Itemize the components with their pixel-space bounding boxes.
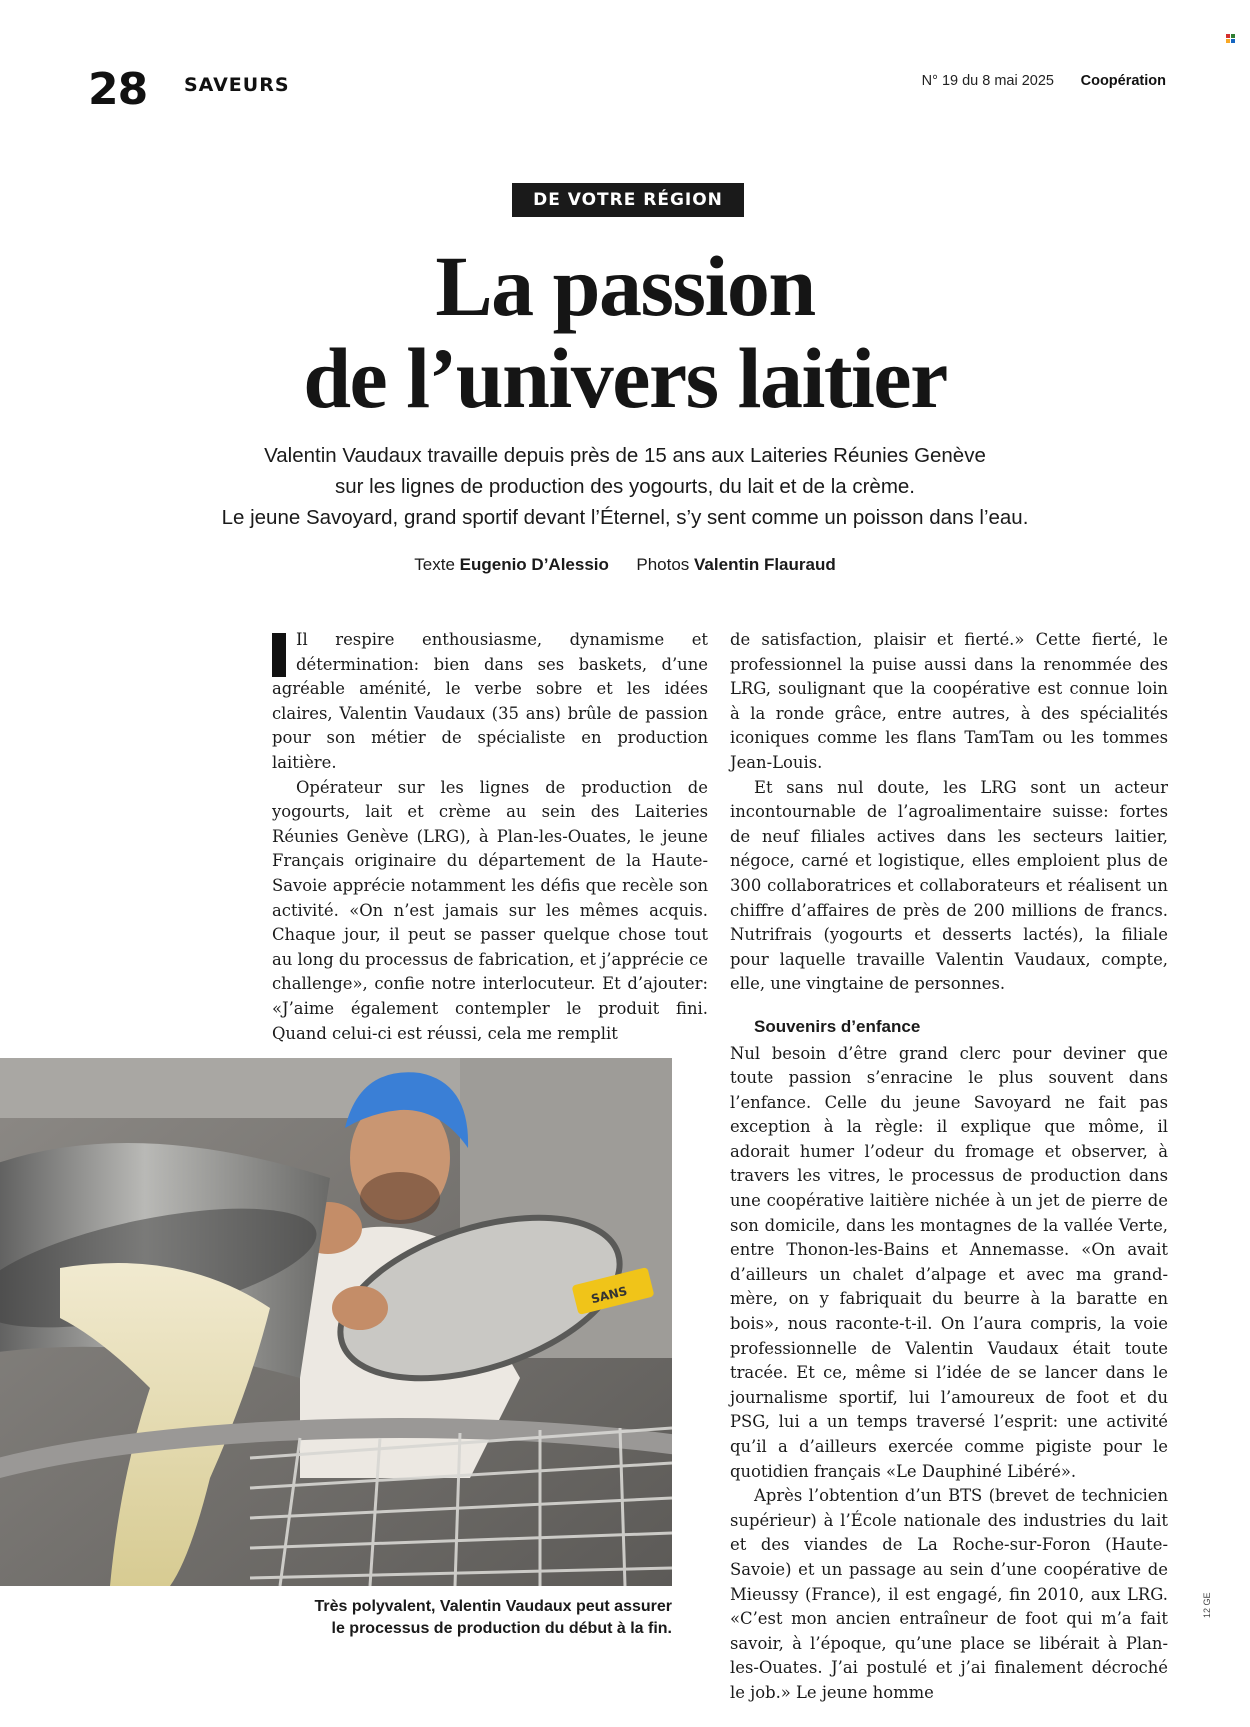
text-credit-label: Texte bbox=[414, 555, 455, 574]
caption-line-2: le processus de production du début à la fin. bbox=[331, 1620, 672, 1637]
article-paragraph: Et sans nul doute, les LRG sont un acteur incontournable de l’agroalimentaire suisse: fortes de neuf filiales actives dans les secteurs laitier, négoce, carné et logistique, elles emploient plus de 300 collaboratrices et collaborateurs et réalisent un chiffre d’affaires de près de 200 millions de francs. Nutrifrais (yogourts et desserts lactés), la filiale pour laquelle travaille Valentin Vaudaux, compte, elle, une vingtaine de personnes. bbox=[730, 777, 1168, 994]
text-credit-author: Eugenio D’Alessio bbox=[459, 555, 609, 574]
article-lead bbox=[160, 440, 1090, 533]
kicker-label: DE VOTRE RÉGION bbox=[512, 183, 744, 217]
drop-cap-bar bbox=[272, 633, 286, 677]
issue-info: N° 19 du 8 mai 2025 bbox=[921, 73, 1054, 89]
photo-caption bbox=[80, 1596, 672, 1640]
article-title bbox=[150, 240, 1100, 424]
article-paragraph: Nul besoin d’être grand clerc pour deviner que toute passion s’enracine le plus souvent dans l’enfance. Celle du jeune Savoyard ne fait pas exception à la règle: il explique que môme, il adorait humer l’odeur du fromage et observer, à travers les vitres, le processus de production dans une coopérative laitière nichée à un jet de pierre de son domicile, dans les montagnes de la vallée Verte, entre Thonon-les-Bains et Annemasse. «On avait d’ailleurs un chalet d’alpage et avec ma grand-mère, on y fabriquait du beurre à la baratte en bois», nous raconte-t-il. On l’aura compris, la voie professionnelle de Valentin Vaudaux était toute tracée. Et ce, même si l’idée de se lancer dans le journalisme sportif, lui l’amoureux de foot et du PSG, lui a un temps traversé l’esprit: une activité qu’il a d’ailleurs exercée comme pigiste pour le quotidien français «Le Dauphiné Libéré». bbox=[730, 1043, 1168, 1481]
article-paragraph: de satisfaction, plaisir et fierté.» Cette fierté, le professionnel la puise aussi dans la renommée des LRG, soulignant que la coopérative est connue loin à la ronde grâce, entre autres, à des spécialités iconiques comme les flans TamTam ou les tommes Jean-Louis. bbox=[730, 630, 1168, 772]
title-line-2: de l’univers laitier bbox=[303, 330, 947, 426]
article-paragraph: Après l’obtention d’un BTS (brevet de technicien supérieur) à l’École nationale des industries du lait et des viandes de La Roche-sur-Foron (Haute-Savoie) et un passage au sein d’une coopérative de Mieussy (France), il est engagé, fin 2010, aux LRG. «C’est mon ancien entraîneur de foot qui m’a fait savoir, à l’époque, qu’une place se libérait à Plan-les-Ouates. J’ai postulé et j’ai finalement décroché le job.» Le jeune homme bbox=[730, 1486, 1168, 1702]
page-number: 28 bbox=[88, 64, 148, 115]
photo-illustration bbox=[0, 1058, 672, 1586]
article-column-1 bbox=[272, 628, 708, 1046]
article-subhead: Souvenirs d’enfance bbox=[754, 1016, 921, 1036]
article-paragraph: Opérateur sur les lignes de production de yogourts, lait et crème au sein des Laiteries Réunies Genève (LRG), à Plan-les-Ouates, le jeune Français originaire du département de la Haute-Savoie apprécie notamment les défis que recèle son activité. «On n’est jamais sur les mêmes acquis. Chaque jour, il peut se passer quelque chose tout au long du processus de fabrication, et j’apprécie ce challenge», confie notre interlocuteur. Et d’ajouter: «J’aime également contempler le produit fini. Quand celui-ci est réussi, cela me remplit bbox=[272, 777, 708, 1043]
credits bbox=[300, 555, 950, 575]
lead-line-3: Le jeune Savoyard, grand sportif devant l’Éternel, s’y sent comme un poisson dans l’eau. bbox=[221, 506, 1029, 529]
publication-name: Coopération bbox=[1080, 73, 1166, 89]
photo-credit-author: Valentin Flauraud bbox=[694, 555, 836, 574]
section-name: SAVEURS bbox=[184, 74, 290, 96]
article-paragraph: Il respire enthousiasme, dynamisme et détermination: bien dans ses baskets, d’une agréable aménité, le verbe sobre et les idées claires, Valentin Vaudaux (35 ans) brûle de passion pour son métier de spécialiste en production laitière. bbox=[272, 630, 708, 772]
edition-code: 12 GE bbox=[1202, 1592, 1212, 1618]
article-photo bbox=[0, 1058, 672, 1586]
title-line-1: La passion bbox=[435, 238, 815, 334]
article-column-2 bbox=[730, 628, 1168, 1706]
lead-line-2: sur les lignes de production des yogourts, du lait et de la crème. bbox=[334, 475, 916, 498]
lid-tag-label: SANS bbox=[589, 1283, 629, 1307]
print-registration-mark bbox=[1226, 34, 1236, 44]
caption-line-1: Très polyvalent, Valentin Vaudaux peut assurer bbox=[314, 1598, 672, 1615]
lead-line-1: Valentin Vaudaux travaille depuis près de 15 ans aux Laiteries Réunies Genève bbox=[264, 444, 986, 467]
photo-credit-label: Photos bbox=[636, 555, 690, 574]
